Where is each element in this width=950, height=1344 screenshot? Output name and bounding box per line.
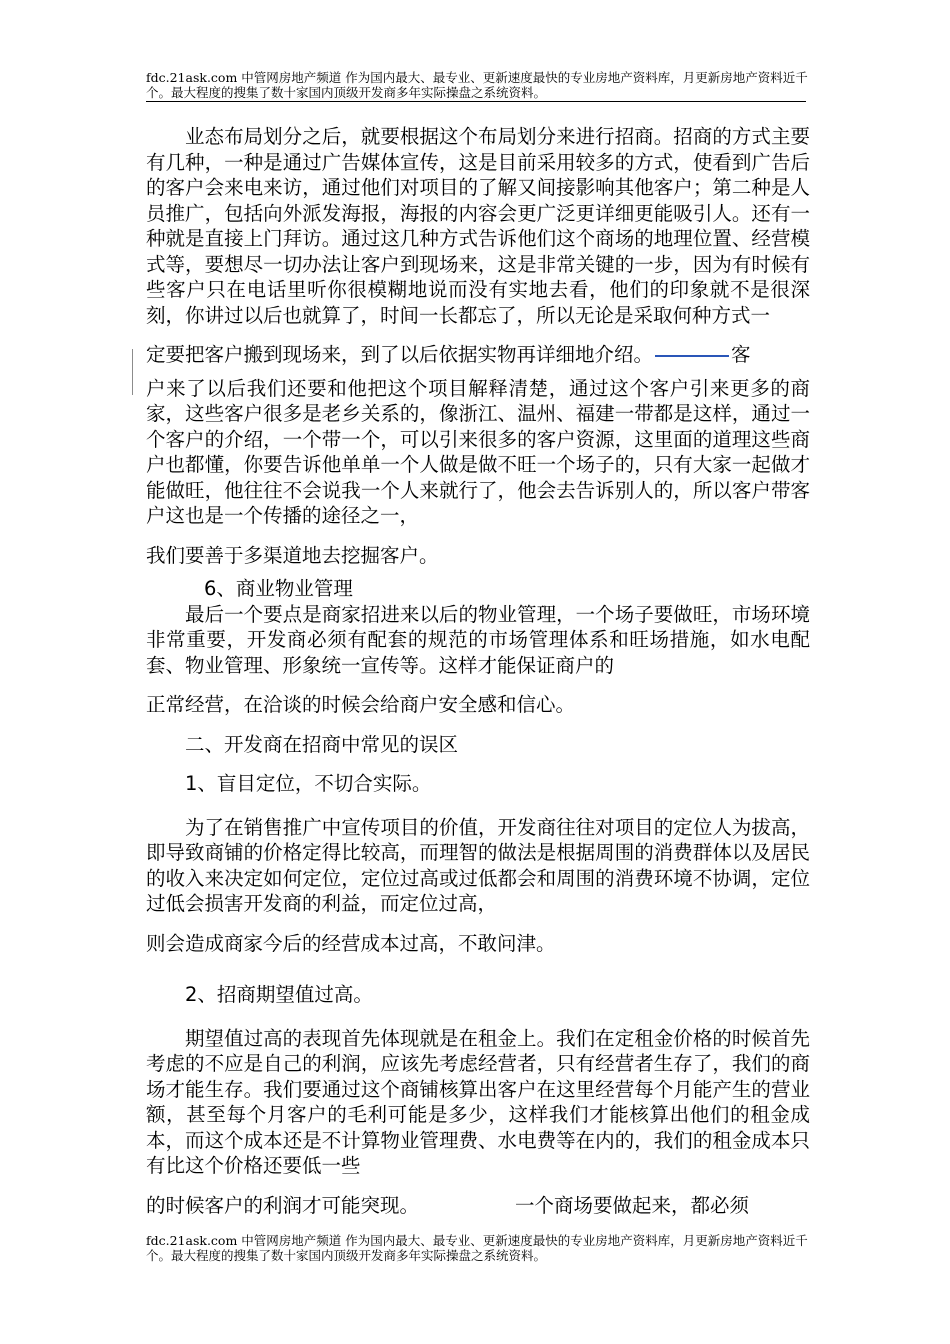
paragraph-recruitment-methods: 业态布局划分之后，就要根据这个布局划分来进行招商。招商的方式主要有几种，一种是通过广告媒体宣传，这是目前采用较多的方式，使看到广告后的客户会来电来访，通过他们对项目的了解又间接影响其他客户；第二种是人员推广，包括向外派发海报，海报的内容会更广泛更详细更能吸引人。还有一种就是直接上门拜访。通过这几种方式告诉他们这个商场的地理位置、经营模式等，要想尽一切办法让客户到现场来，这是非常关键的一步，因为有时候有些客户只在电话里听你很模糊地说而没有实地去看，他们的印象就不是很深刻，你讲过以后也就算了，时间一长都忘了，所以无论是采取何种方式一: [146, 125, 810, 327]
heading-high-expectations: [146, 982, 810, 1008]
heading-high-expectations-text: 、招商期望值过高。: [197, 983, 373, 1006]
tracked-deletion-mark: [655, 355, 729, 357]
paragraph-site-visit-tail: 客: [731, 343, 751, 366]
heading-property-management: [146, 576, 810, 602]
heading-high-expectations-number: 2: [185, 983, 198, 1006]
paragraph-channel-mining: 我们要善于多渠道地去挖掘客户。: [146, 543, 439, 567]
paragraph-customer-referral: 户来了以后我们还要和他把这个项目解释清楚，通过这个客户引来更多的商家，这些客户很多是老乡关系的，像浙江、温州、福建一带都是这样，通过一个客户的介绍，一个带一个，可以引来很多的客户资源，这里面的道理这些商户也都懂，你要告诉他单单一个人做是做不旺一个场子的，只有大家一起做才能做旺，他往往不会说我一个人来就行了，他会去告诉别人的，所以客户带客户这也是一个传播的途径之一，: [146, 376, 810, 527]
paragraph-positioning: 为了在销售推广中宣传项目的价值，开发商往往对项目的定位人为拔高，即导致商铺的价格定得比较高，而理智的做法是根据周围的消费群体以及居民的收入来决定如何定位，定位过高或过低都会和周围的消费环境不协调，定位过低会损害开发商的利益，而定位过高，: [146, 815, 810, 915]
paragraph-customer-profit-tail: 一个商场要做起来，都必须: [515, 1193, 750, 1217]
heading-blind-positioning: [146, 771, 810, 797]
revision-change-bar: [132, 349, 133, 395]
heading-blind-positioning-text: 、盲目定位，不切合实际。: [197, 772, 432, 795]
page-header: fdc.21ask.com 中管网房地产频道 作为国内最大、最专业、更新速度最快的专业房地产资料库，月更新房地产资料近千个。最大程度的搜集了数十家国内顶级开发商多年实际操盘之系统资料。: [146, 70, 808, 100]
heading-common-mistakes: 二、开发商在招商中常见的误区: [185, 732, 459, 756]
paragraph-customer-profit-text: 的时候客户的利润才可能突现。: [146, 1193, 420, 1217]
header-rule: [146, 101, 806, 102]
heading-property-management-number: 6: [204, 577, 217, 600]
page-footer: fdc.21ask.com 中管网房地产频道 作为国内最大、最专业、更新速度最快的专业房地产资料库，月更新房地产资料近千个。最大程度的搜集了数十家国内顶级开发商多年实际操盘之系统资料。: [146, 1233, 808, 1263]
heading-property-management-text: 、商业物业管理: [216, 577, 353, 600]
paragraph-site-visit-text: 定要把客户搬到现场来，到了以后依据实物再详细地介绍。: [146, 343, 654, 366]
document-body: [146, 124, 810, 1218]
heading-blind-positioning-number: 1: [185, 772, 198, 795]
paragraph-rent-expectations: 期望值过高的表现首先体现就是在租金上。我们在定租金价格的时候首先考虑的不应是自己的利润，应该先考虑经营者，只有经营者生存了，我们的商场才能生存。我们要通过这个商铺核算出客户在这里经营每个月能产生的营业额，甚至每个月客户的毛利可能是多少，这样我们才能核算出他们的租金成本，而这个成本还是不计算物业管理费、水电费等在内的，我们的租金成本只有比这个价格还要低一些: [146, 1026, 810, 1177]
paragraph-merchant-confidence: 正常经营，在洽谈的时候会给商户安全感和信心。: [146, 693, 576, 716]
paragraph-operating-cost: 则会造成商家今后的经营成本过高，不敢问津。: [146, 931, 556, 955]
paragraph-customer-profit: [146, 1193, 810, 1219]
paragraph-property-management: 最后一个要点是商家招进来以后的物业管理，一个场子要做旺，市场环境非常重要，开发商必须有配套的规范的市场管理体系和旺场措施，如水电配套、物业管理、形象统一宣传等。这样才能保证商户的: [146, 602, 810, 677]
paragraph-site-visit: [146, 342, 810, 368]
